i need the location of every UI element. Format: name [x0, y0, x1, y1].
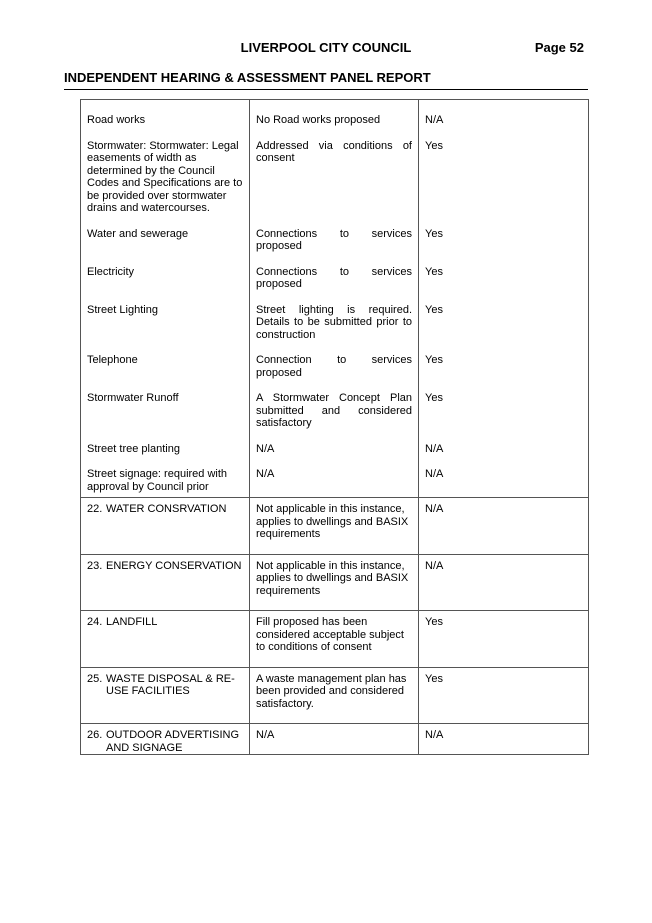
assessment-cell: Connections to services proposed	[250, 228, 419, 266]
assessment-cell: No Road works proposed	[250, 100, 419, 140]
table-row	[81, 100, 589, 140]
assessment-cell: Connection to services proposed	[250, 354, 419, 392]
item-cell: Street tree planting	[81, 443, 250, 469]
assessment-cell: N/A	[250, 443, 419, 469]
section-title: WATER CONSRVATION	[106, 503, 227, 515]
section-row	[81, 724, 589, 755]
item-cell: Street Lighting	[81, 304, 250, 355]
table-row	[81, 266, 589, 304]
table-row	[81, 392, 589, 443]
assessment-cell: A Stormwater Concept Plan submitted and considered satisfactory	[250, 392, 419, 443]
compliance-cell: N/A	[419, 498, 589, 555]
section-title: LANDFILL	[106, 616, 158, 628]
assessment-cell: Not applicable in this instance, applies to dwellings and BASIX requirements	[250, 554, 419, 611]
item-cell: Stormwater Runoff	[81, 392, 250, 443]
report-title: INDEPENDENT HEARING & ASSESSMENT PANEL REPORT	[64, 70, 431, 85]
compliance-table	[80, 99, 589, 755]
item-cell: Stormwater: Stormwater: Legal easements of width as determined by the Council Codes and Specifications are to be provided over stormwater drains and watercourses.	[81, 140, 250, 228]
assessment-cell: Street lighting is required. Details to be submitted prior to construction	[250, 304, 419, 355]
section-title: ENERGY CONSERVATION	[106, 559, 242, 572]
assessment-cell: Addressed via conditions of consent	[250, 140, 419, 228]
assessment-cell: N/A	[250, 468, 419, 498]
compliance-cell: Yes	[419, 611, 589, 668]
section-title-cell	[81, 611, 250, 668]
section-number: 25.	[87, 672, 103, 685]
assessment-cell: A waste management plan has been provided and considered satisfactory.	[250, 667, 419, 724]
compliance-cell: N/A	[419, 443, 589, 469]
assessment-cell: Fill proposed has been considered acceptable subject to conditions of consent	[250, 611, 419, 668]
page-number: Page 52	[534, 40, 584, 55]
assessment-cell: Connections to services proposed	[250, 266, 419, 304]
section-title: OUTDOOR ADVERTISING AND SIGNAGE	[106, 729, 240, 754]
section-title-cell	[81, 498, 250, 555]
compliance-cell: Yes	[419, 228, 589, 266]
compliance-cell: N/A	[419, 724, 589, 755]
section-number: 22.	[87, 503, 103, 515]
table-row	[81, 140, 589, 228]
compliance-cell: Yes	[419, 266, 589, 304]
item-cell: Street signage: required with approval by Council prior	[81, 468, 250, 498]
compliance-cell: Yes	[419, 392, 589, 443]
header-divider	[64, 89, 588, 90]
compliance-cell: Yes	[419, 354, 589, 392]
council-name: LIVERPOOL CITY COUNCIL	[240, 40, 412, 55]
compliance-cell: N/A	[419, 468, 589, 498]
table-row	[81, 468, 589, 498]
compliance-cell: N/A	[419, 100, 589, 140]
item-cell: Telephone	[81, 354, 250, 392]
table-row	[81, 354, 589, 392]
table-row	[81, 443, 589, 469]
compliance-cell: N/A	[419, 554, 589, 611]
section-row	[81, 554, 589, 611]
section-number: 23.	[87, 559, 103, 572]
section-title: WASTE DISPOSAL & RE-USE FACILITIES	[106, 672, 235, 697]
item-cell: Road works	[81, 100, 250, 140]
compliance-cell: Yes	[419, 667, 589, 724]
section-title-cell	[81, 554, 250, 611]
table-row	[81, 228, 589, 266]
section-title-cell	[81, 724, 250, 755]
section-number: 24.	[87, 616, 103, 628]
compliance-cell: Yes	[419, 304, 589, 355]
section-row	[81, 611, 589, 668]
section-title-cell	[81, 667, 250, 724]
section-row	[81, 498, 589, 555]
section-row	[81, 667, 589, 724]
assessment-cell: Not applicable in this instance, applies to dwellings and BASIX requirements	[250, 498, 419, 555]
section-number: 26.	[87, 729, 103, 741]
compliance-cell: Yes	[419, 140, 589, 228]
item-cell: Water and sewerage	[81, 228, 250, 266]
table-row	[81, 304, 589, 355]
item-cell: Electricity	[81, 266, 250, 304]
assessment-cell: N/A	[250, 724, 419, 755]
